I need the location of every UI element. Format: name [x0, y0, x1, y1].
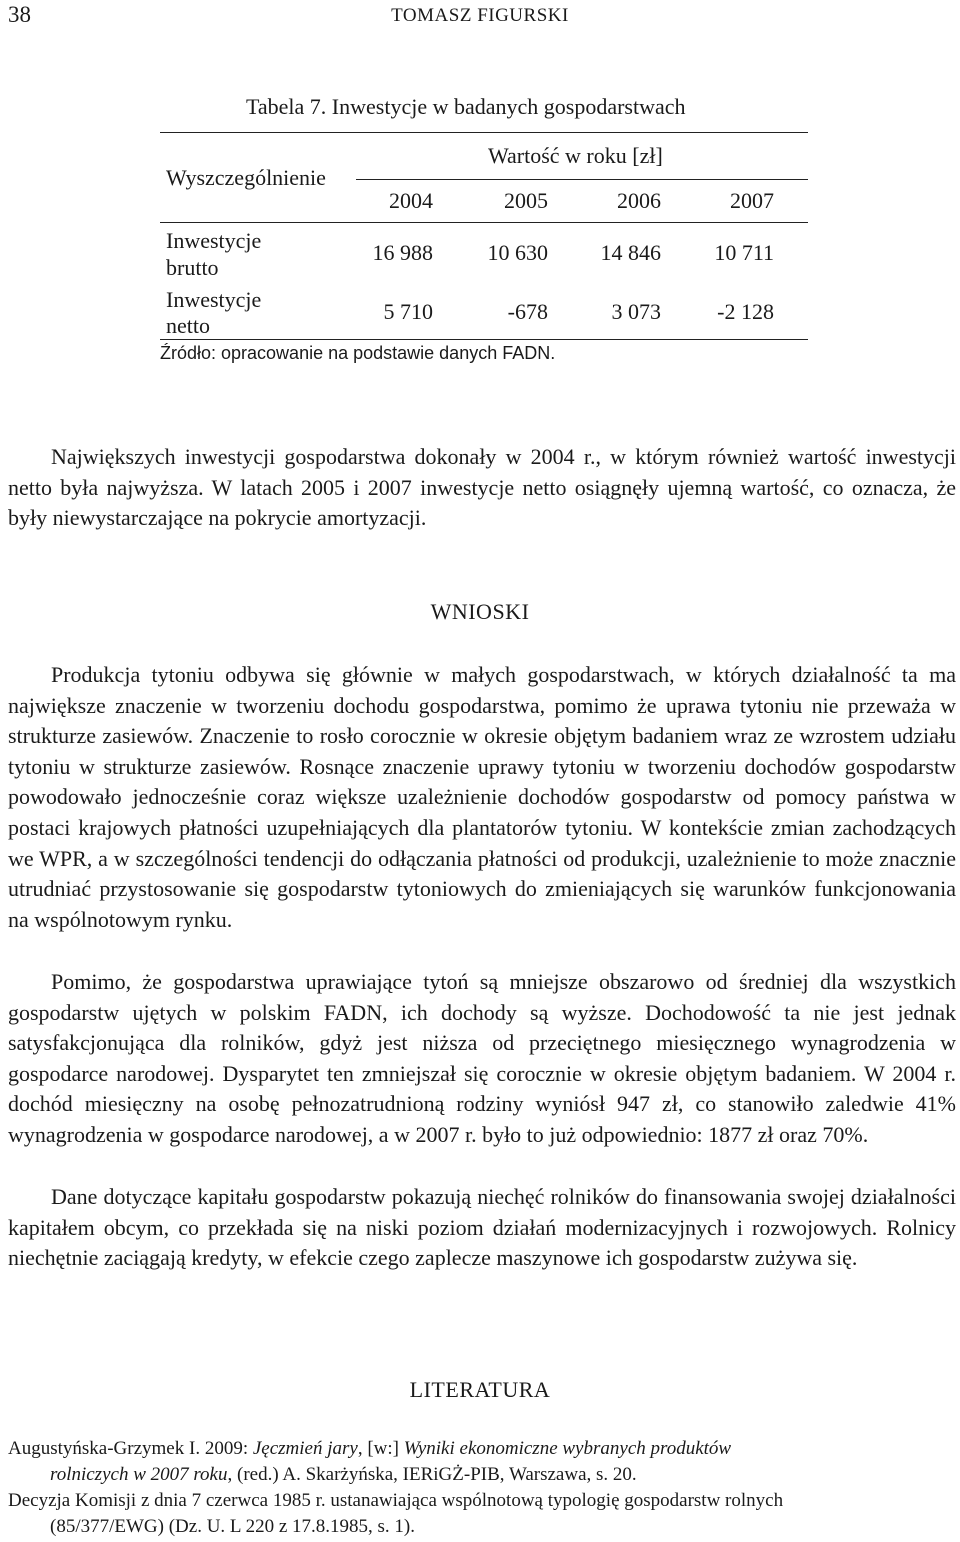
- reference-book-title: rolniczych w 2007 roku: [50, 1464, 228, 1485]
- table-year-header: 2007: [730, 188, 774, 213]
- conclusions-paragraph-text: Dane dotyczące kapitału gospodarstw pokazują niechęć rolników do finansowania swojej działalności kapitałem obcym, co przekłada się na niski poziom działań modernizacyjnych i rozwojowych. Rolnicy niechętnie zaciągają kredyty, w efekcie czego zaplecze maszynowe ich gospodarstw zużywa się.: [8, 1184, 956, 1271]
- table-cell: 16 988: [372, 240, 433, 265]
- reference-text: , [w:]: [357, 1438, 404, 1459]
- table-cell: 5 710: [383, 299, 433, 324]
- conclusions-paragraph: [8, 967, 956, 1151]
- reference-item: [8, 1488, 958, 1540]
- section-heading-conclusions: WNIOSKI: [430, 599, 530, 624]
- table-group-rule: [356, 179, 808, 180]
- table-cell: 10 630: [487, 240, 548, 265]
- table-cell: 10 711: [714, 240, 774, 265]
- table-stub-header: Wyszczególnienie: [166, 165, 326, 190]
- table-cell: 14 846: [600, 240, 661, 265]
- table-top-rule: [160, 132, 808, 133]
- table-cell: -2 128: [717, 299, 774, 324]
- reference-item: [8, 1436, 958, 1488]
- reference-author: Augustyńska-Grzymek I. 2009:: [8, 1438, 253, 1459]
- table-caption: Tabela 7. Inwestycje w badanych gospodarstwach: [246, 94, 686, 119]
- table-bottom-rule: [160, 339, 808, 340]
- table-year-header: 2005: [504, 188, 548, 213]
- running-head: TOMASZ FIGURSKI: [391, 5, 569, 26]
- table-row-label: Inwestycje: [166, 228, 262, 253]
- reference-title: Jęczmień jary: [252, 1438, 358, 1459]
- table-source-note: Źródło: opracowanie na podstawie danych FADN.: [160, 343, 556, 363]
- reference-text: Decyzja Komisji z dnia 7 czerwca 1985 r. ustanawiająca wspólnotową typologię gospodarstw rolnych: [8, 1490, 784, 1511]
- conclusions-paragraph: [8, 660, 956, 935]
- conclusions-paragraph-text: Pomimo, że gospodarstwa uprawiające tytoń są mniejsze obszarowo od średniej dla wszystkich gospodarstw ujętych w polskim FADN, ich dochody są wyższe. Dochodowość ta nie jest jednak satysfakcjonująca dla rolników, gdyż jest niższa od przeciętnego miesięcznego wynagrodzenia w gospodarce narodowej. Dysparytet ten zmniejszał się corocznie w okresie objętym badaniem. W 2004 r. dochód miesięczny na osobę pełnozatrudnioną rodziny wyniósł 947 zł, co stanowiło zaledwie 41% wynagrodzenia w gospodarce narodowej, a w 2007 r. było to już odpowiednio: 1877 zł oraz 70%.: [8, 969, 956, 1147]
- table-cell: 3 073: [611, 299, 661, 324]
- conclusions-paragraph: [8, 1182, 956, 1274]
- table-year-header: 2006: [617, 188, 661, 213]
- table-row-label: Inwestycje: [166, 287, 262, 312]
- page-number: 38: [8, 2, 31, 27]
- intro-paragraph: [8, 442, 956, 534]
- reference-text: (85/377/EWG) (Dz. U. L 220 z 17.8.1985, s. 1).: [50, 1516, 415, 1537]
- table-header-rule: [160, 222, 808, 223]
- intro-paragraph-text: Największych inwestycji gospodarstwa dokonały w 2004 r., w którym również wartość inwestycji netto była najwyższa. W latach 2005 i 2007 inwestycje netto osiągnęły ujemną wartość, co oznacza, że były niewystarczające na pokrycie amortyzacji.: [8, 444, 956, 531]
- table-group-header: Wartość w roku [zł]: [488, 143, 663, 168]
- section-heading-literature: LITERATURA: [409, 1377, 551, 1402]
- reference-text: , (red.) A. Skarżyńska, IERiGŻ-PIB, Warszawa, s. 20.: [227, 1464, 637, 1485]
- table-row-label: brutto: [166, 255, 219, 280]
- table-cell: -678: [507, 299, 548, 324]
- table-row-label: netto: [166, 313, 210, 338]
- conclusions-paragraph-text: Produkcja tytoniu odbywa się głównie w małych gospodarstwach, w których działalność ta ma największe znaczenie w tworzeniu dochodu gospodarstwa, pomimo że uprawa tytoniu nie przeważa w strukturze zasiewów. Znaczenie to rosło corocznie w okresie objętym badaniem wraz ze wzrostem udziału tytoniu w strukturze zasiewów. Rosnące znaczenie uprawy tytoniu w tworzeniu dochodów gospodarstw powodowało jednocześnie coraz większe uzależnienie dochodów gospodarstw od pomocy państwa w postaci krajowych płatności uzupełniających dla plantatorów tytoniu. W kontekście zmian zachodzących we WPR, a w szczególności tendencji do odłączania płatności od produkcji, uzależnienie to może znacznie utrudniać przystosowanie się gospodarstw tytoniowych do zmieniających się warunków funkcjonowania na wspólnotowym rynku.: [8, 662, 956, 932]
- table-year-header: 2004: [389, 188, 433, 213]
- reference-book-title: Wyniki ekonomiczne wybranych produktów: [403, 1438, 732, 1459]
